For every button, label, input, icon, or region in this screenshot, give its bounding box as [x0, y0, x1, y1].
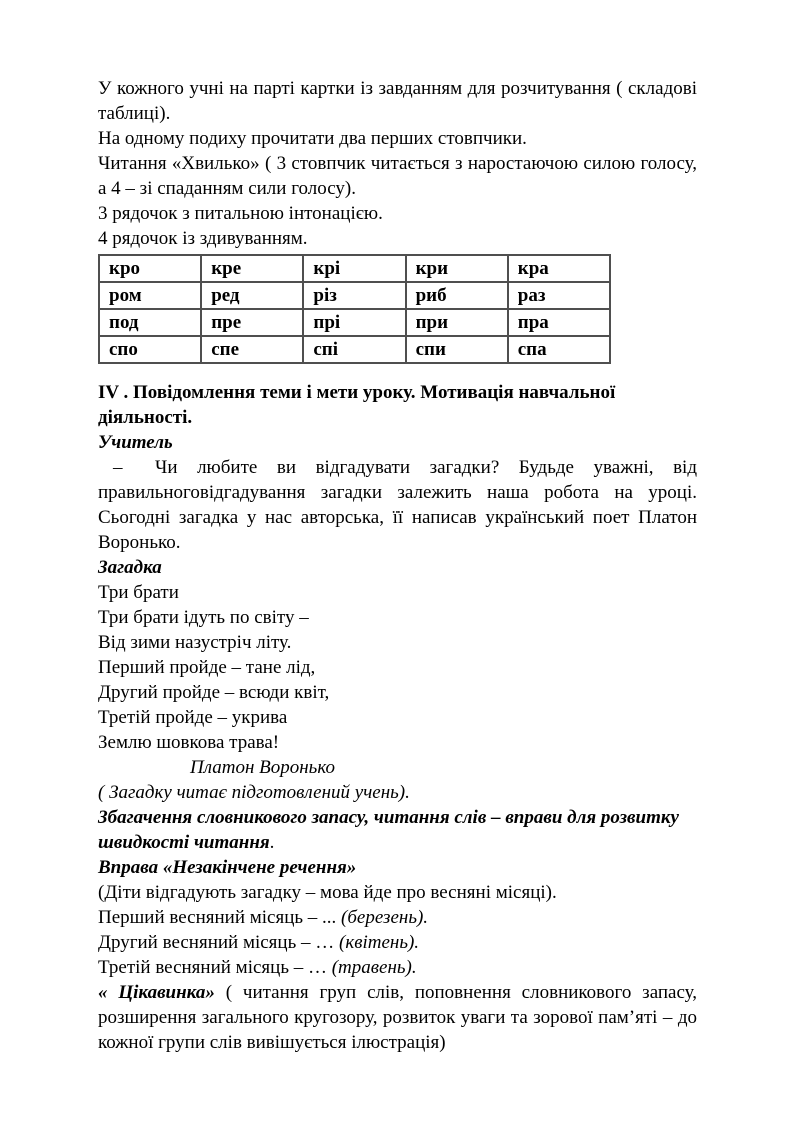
teacher-label: Учитель	[98, 432, 173, 453]
intro-paragraph: 3 рядочок з питальною інтонацією.	[98, 203, 383, 224]
intro-paragraph: Читання «Хвилько» ( 3 стовпчик читається з наростаючою силою голосу, а 4 – зі спаданням сили голосу).	[98, 153, 697, 199]
month-answer: (травень).	[331, 957, 417, 978]
poem-line: Землю шовкова трава!	[98, 732, 280, 753]
syllable-table	[98, 254, 611, 364]
month-question: Перший весняний місяць – ...	[98, 907, 342, 928]
section-heading: IV . Повідомлення теми і мети уроку. Мотивація навчальної діяльності.	[98, 382, 616, 428]
interest-label: « Цікавинка»	[98, 982, 215, 1003]
speech-dash: –	[113, 457, 123, 478]
intro-paragraph: 4 рядочок із здивуванням.	[98, 228, 308, 249]
intro-paragraph: На одному подиху прочитати два перших стовпчики.	[98, 128, 527, 149]
table-cell: кро	[99, 255, 201, 282]
month-line	[98, 955, 697, 980]
table-cell: ром	[99, 282, 201, 309]
teacher-speech-text: Чи любите ви відгадувати загадки? Будьде уважні, від правильноговідгадування загадки залежить наша робота на уроці. Сьогодні загадка у нас авторська, її написав український поет Платон Воронько.	[98, 457, 697, 553]
poem-line: Три брати	[98, 582, 179, 603]
month-question: Другий весняний місяць – …	[98, 932, 340, 953]
riddle-reader-note: ( Загадку читає підготовлений учень).	[98, 782, 410, 803]
vocab-heading-period: .	[269, 832, 275, 853]
table-cell: кре	[201, 255, 303, 282]
month-answer: (березень).	[341, 907, 429, 928]
table-cell: раз	[508, 282, 610, 309]
table-row	[99, 336, 610, 363]
vocab-heading	[98, 805, 697, 855]
table-cell: пре	[201, 309, 303, 336]
poem-line: Другий пройде – всюди квіт,	[98, 682, 330, 703]
table-cell: спи	[406, 336, 508, 363]
table-row	[99, 309, 610, 336]
poem-line: Три брати ідуть по світу –	[98, 607, 309, 628]
interest-paragraph	[98, 980, 697, 1055]
table-cell: спо	[99, 336, 201, 363]
table-cell: крі	[303, 255, 405, 282]
table-cell: кра	[508, 255, 610, 282]
vocab-heading-text: Збагачення словникового запасу, читання слів – вправи для розвитку швидкості читання	[98, 807, 679, 853]
table-row	[99, 255, 610, 282]
table-cell: при	[406, 309, 508, 336]
month-line	[98, 905, 697, 930]
table-cell: кри	[406, 255, 508, 282]
table-row	[99, 282, 610, 309]
riddle-heading: Загадка	[98, 557, 162, 578]
table-cell: спі	[303, 336, 405, 363]
table-cell: пра	[508, 309, 610, 336]
teacher-paragraph	[98, 455, 697, 555]
month-question: Третій весняний місяць – …	[98, 957, 332, 978]
intro-paragraph: У кожного учні на парті картки із завданням для розчитування ( складові таблиці).	[98, 78, 697, 124]
table-cell: ред	[201, 282, 303, 309]
exercise-note: (Діти відгадують загадку – мова йде про весняні місяці).	[98, 882, 557, 903]
poem-line: Перший пройде – тане лід,	[98, 657, 316, 678]
interest-text: ( читання груп слів, поповнення словникового запасу, розширення загального кругозору, розвиток уваги та зорової пам’яті – до кожної групи слів вивішується ілюстрація)	[98, 982, 698, 1053]
month-line	[98, 930, 697, 955]
table-cell: спа	[508, 336, 610, 363]
table-cell: прі	[303, 309, 405, 336]
poem-line: Третій пройде – укрива	[98, 707, 288, 728]
table-cell: под	[99, 309, 201, 336]
table-cell: різ	[303, 282, 405, 309]
poem-author: Платон Воронько	[190, 757, 335, 778]
table-cell: спе	[201, 336, 303, 363]
exercise-heading: Вправа «Незакінчене речення»	[98, 857, 357, 878]
month-answer: (квітень).	[339, 932, 420, 953]
poem-line: Від зими назустріч літу.	[98, 632, 292, 653]
table-cell: риб	[406, 282, 508, 309]
